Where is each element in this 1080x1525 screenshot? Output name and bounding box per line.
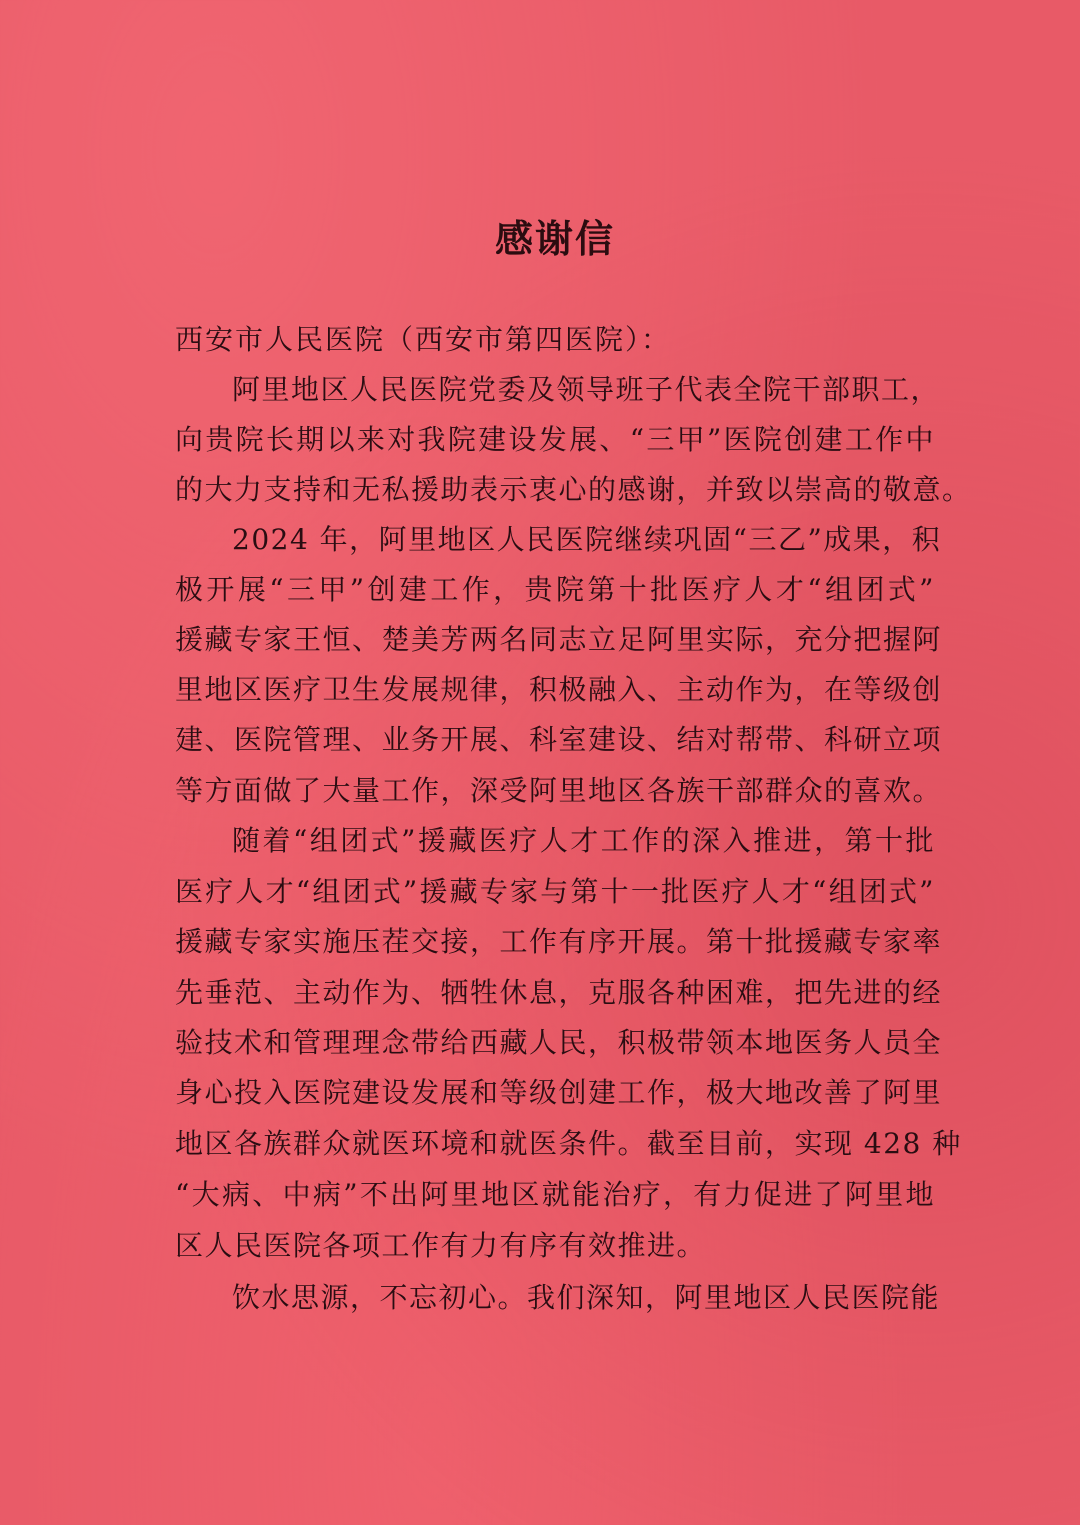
paragraph-2-line-2: 极开展“三甲”创建工作，贵院第十批医疗人才“组团式”	[175, 573, 935, 606]
paragraph-2-line-1: 2024 年，阿里地区人民医院继续巩固“三乙”成果，积	[232, 523, 942, 556]
paragraph-2-line-4: 里地区医疗卫生发展规律，积极融入、主动作为，在等级创	[175, 673, 943, 706]
letter-title: 感谢信	[494, 216, 615, 261]
paragraph-3-line-9: 区人民医院各项工作有力有序有效推进。	[175, 1229, 707, 1262]
paragraph-4-line-1: 饮水思源，不忘初心。我们深知，阿里地区人民医院能	[232, 1281, 941, 1314]
paragraph-1-line-3: 的大力支持和无私援助表示衷心的感谢，并致以崇高的敬意。	[175, 473, 972, 506]
paragraph-3-line-8: “大病、中病”不出阿里地区就能治疗，有力促进了阿里地	[175, 1178, 935, 1211]
paragraph-1-line-2: 向贵院长期以来对我院建设发展、“三甲”医院创建工作中	[175, 423, 935, 456]
paragraph-3-line-3: 援藏专家实施压茬交接，工作有序开展。第十批援藏专家率	[175, 925, 943, 958]
paragraph-2-line-6: 等方面做了大量工作，深受阿里地区各族干部群众的喜欢。	[175, 774, 943, 807]
salutation: 西安市人民医院（西安市第四医院）：	[175, 323, 672, 356]
paragraph-2-line-5: 建、医院管理、业务开展、科室建设、结对帮带、科研立项	[175, 723, 943, 756]
paragraph-3-line-7: 地区各族群众就医环境和就医条件。截至目前，实现 428 种	[175, 1127, 962, 1160]
paragraph-1-line-1: 阿里地区人民医院党委及领导班子代表全院干部职工，	[232, 373, 941, 406]
paragraph-3-line-2: 医疗人才“组团式”援藏专家与第十一批医疗人才“组团式”	[175, 875, 935, 908]
paragraph-3-line-6: 身心投入医院建设发展和等级创建工作，极大地改善了阿里	[175, 1076, 943, 1109]
paragraph-2-line-3: 援藏专家王恒、楚美芳两名同志立足阿里实际，充分把握阿	[175, 623, 943, 656]
paragraph-3-line-1: 随着“组团式”援藏医疗人才工作的深入推进，第十批	[232, 824, 935, 857]
paragraph-3-line-4: 先垂范、主动作为、牺牲休息，克服各种困难，把先进的经	[175, 976, 943, 1009]
paragraph-3-line-5: 验技术和管理理念带给西藏人民，积极带领本地医务人员全	[175, 1026, 943, 1059]
